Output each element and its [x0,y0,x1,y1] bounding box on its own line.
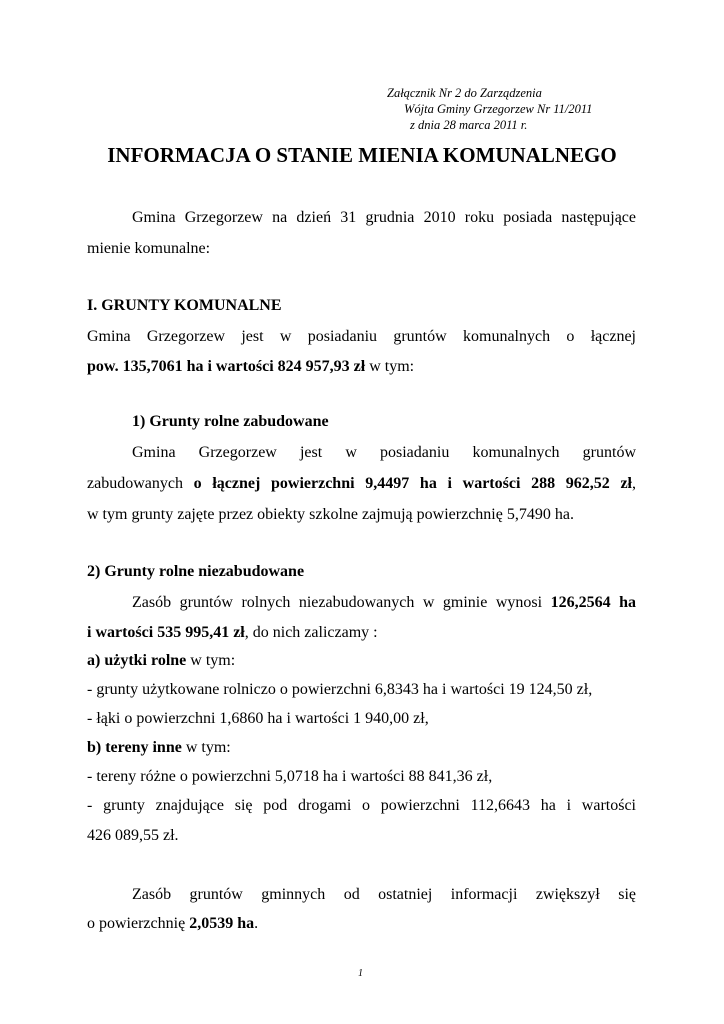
header-line-1: Załącznik Nr 2 do Zarządzenia [387,86,542,100]
subsection-2-line-2: i wartości 535 995,41 zł, do nich zaliczamy : [87,624,378,641]
closing-line-2: o powierzchnię 2,0539 ha. [87,915,259,932]
category-a-item-1: - grunty użytkowane rolniczo o powierzchni 6,8343 ha i wartości 19 124,50 zł, [87,681,593,698]
intro-line-2: mienie komunalne: [87,240,211,257]
category-a-item-2: - łąki o powierzchni 1,6860 ha i wartości 1 940,00 zł, [87,710,429,727]
subsection-2-line-1: Zasób gruntów rolnych niezabudowanych w gminie wynosi 126,2564 ha [132,594,636,611]
category-b-item-2-line-1: - grunty znajdujące się pod drogami o powierzchni 112,6643 ha i wartości [87,797,636,814]
subsection-1-line-2: zabudowanych o łącznej powierzchni 9,4497 ha i wartości 288 962,52 zł, [87,475,637,492]
subsection-2-heading: 2) Grunty rolne niezabudowane [87,563,305,580]
intro-line-1: Gmina Grzegorzew na dzień 31 grudnia 2010 roku posiada następujące [132,209,636,226]
category-b-item-2-line-2: 426 089,55 zł. [87,827,179,844]
document-title: INFORMACJA O STANIE MIENIA KOMUNALNEGO [107,143,617,167]
page-number: 1 [358,968,363,979]
header-line-3: z dnia 28 marca 2011 r. [410,118,528,132]
section-1-line-2: pow. 135,7061 ha i wartości 824 957,93 zł w tym: [87,358,415,375]
category-a-label: a) użytki rolne w tym: [87,652,236,669]
category-b-item-1: - tereny różne o powierzchni 5,0718 ha i wartości 88 841,36 zł, [87,768,493,785]
header-line-2: Wójta Gminy Grzegorzew Nr 11/2011 [404,102,593,116]
subsection-1-line-3: w tym grunty zajęte przez obiekty szkolne zajmują powierzchnię 5,7490 ha. [87,506,574,523]
category-b-label: b) tereny inne w tym: [87,739,231,756]
subsection-1-heading: 1) Grunty rolne zabudowane [132,413,329,430]
section-1-line-1: Gmina Grzegorzew jest w posiadaniu gruntów komunalnych o łącznej [87,328,636,345]
subsection-1-line-1: Gmina Grzegorzew jest w posiadaniu komunalnych gruntów [132,444,636,461]
closing-line-1: Zasób gruntów gminnych od ostatniej informacji zwiększył się [132,886,636,903]
section-1-heading: I. GRUNTY KOMUNALNE [87,297,282,314]
